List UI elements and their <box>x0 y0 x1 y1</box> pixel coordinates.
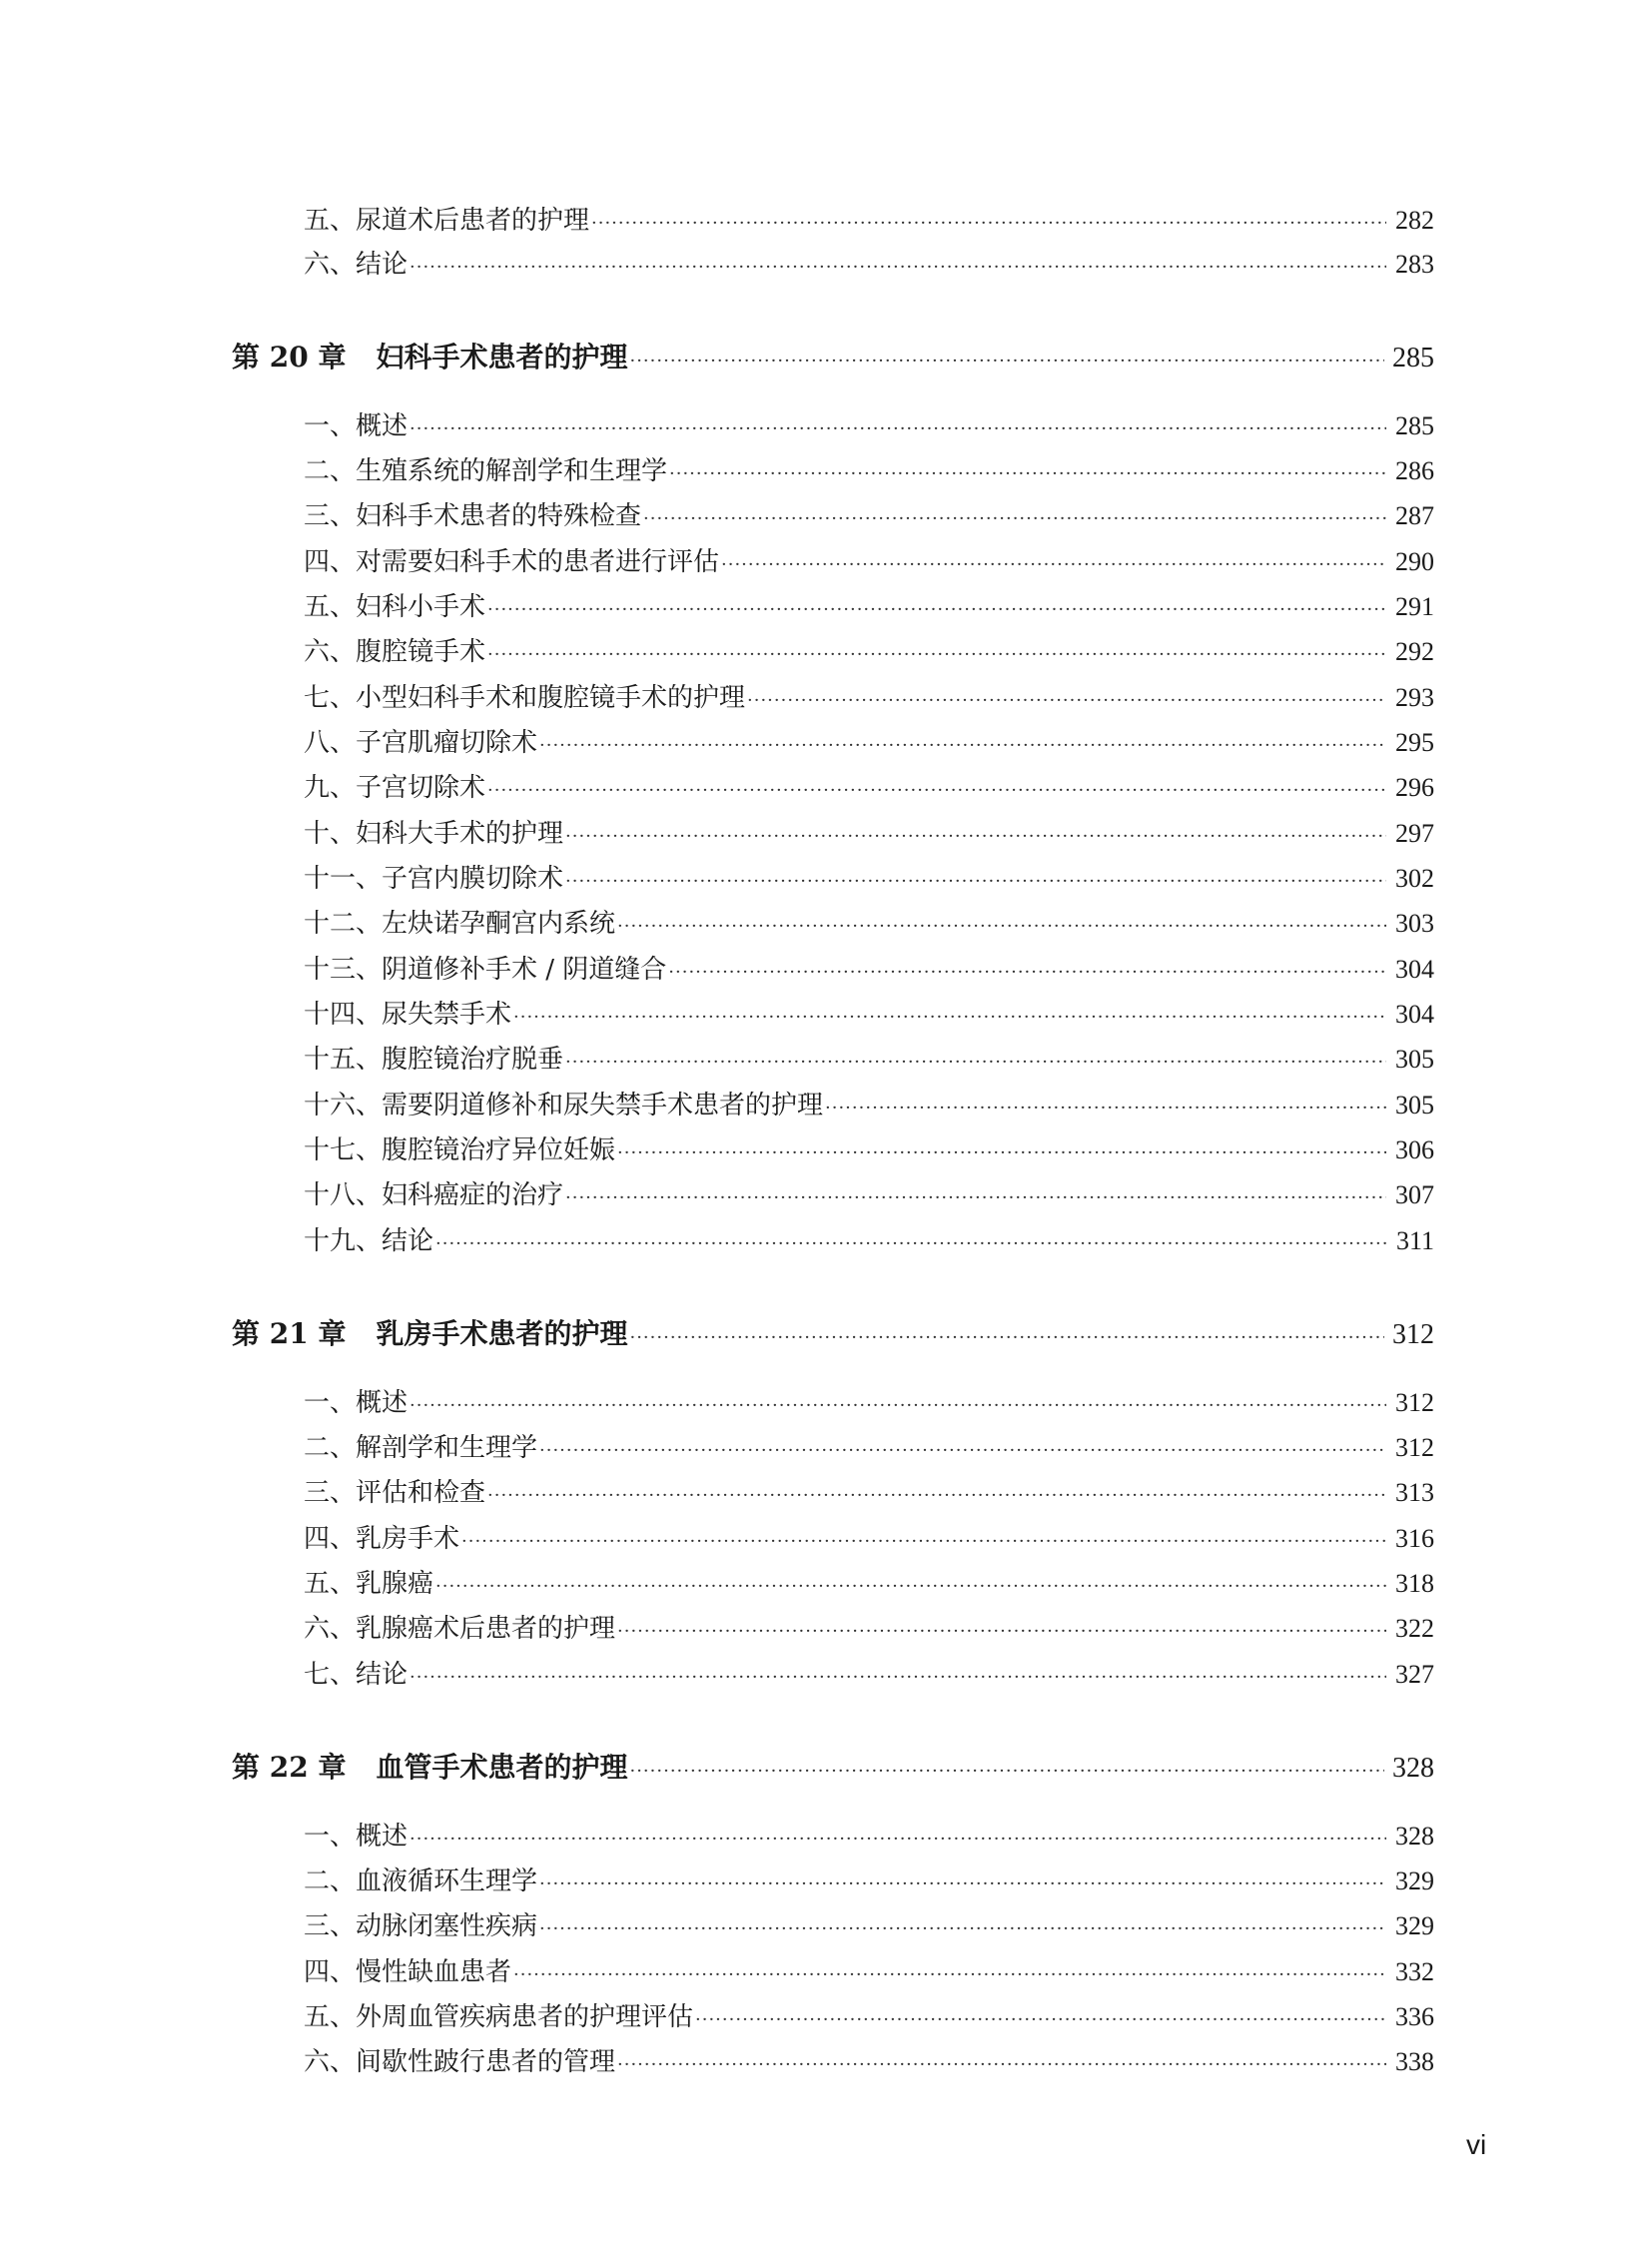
dot-leader <box>513 998 1386 1035</box>
page-number: 322 <box>1395 1614 1434 1643</box>
dot-leader <box>461 1522 1386 1559</box>
toc-entry <box>304 499 1434 536</box>
page-number: 290 <box>1395 547 1434 576</box>
toc-entry <box>304 817 1434 854</box>
toc-entry <box>304 1522 1434 1559</box>
entry-title: 五、妇科小手术 <box>304 592 486 622</box>
entry-title: 七、小型妇科手术和腹腔镜手术的护理 <box>304 683 746 713</box>
page-number: 312 <box>1395 1433 1434 1462</box>
toc-entry <box>304 1612 1434 1649</box>
toc-entry <box>304 1133 1434 1170</box>
page-number: 295 <box>1395 728 1434 757</box>
toc-entry <box>304 1658 1434 1695</box>
dot-leader <box>668 953 1386 990</box>
toc-entry <box>304 1955 1434 1992</box>
entry-title: 四、慢性缺血患者 <box>304 1957 512 1987</box>
chapter-title: 乳房手术患者的护理 <box>376 1317 628 1350</box>
entry-title: 十六、需要阴道修补和尿失禁手术患者的护理 <box>304 1091 824 1120</box>
dot-leader <box>721 545 1386 582</box>
page-number: 332 <box>1395 1957 1434 1986</box>
toc-entry <box>304 1431 1434 1468</box>
toc-entry <box>304 1476 1434 1513</box>
entry-title: 二、生殖系统的解剖学和生理学 <box>304 456 668 486</box>
entry-title: 九、子宫切除术 <box>304 773 486 803</box>
page-number: 285 <box>1392 343 1434 374</box>
entry-title: 十一、子宫内膜切除术 <box>304 864 564 894</box>
dot-leader <box>539 1909 1386 1946</box>
dot-leader <box>747 681 1386 718</box>
page-number: 304 <box>1395 955 1434 984</box>
page-number: 327 <box>1395 1660 1434 1689</box>
page-number: 336 <box>1395 2002 1434 2031</box>
dot-leader <box>669 454 1386 491</box>
page-number: 329 <box>1395 1911 1434 1940</box>
page-number: 305 <box>1395 1045 1434 1074</box>
page-number: 318 <box>1395 1569 1434 1598</box>
entry-title: 四、对需要妇科手术的患者进行评估 <box>304 547 720 577</box>
page-number: 305 <box>1395 1091 1434 1120</box>
toc-entry <box>304 1178 1434 1215</box>
dot-leader <box>591 204 1386 241</box>
toc-entry <box>304 1865 1434 1901</box>
page-number: 287 <box>1395 501 1434 530</box>
dot-leader <box>410 1658 1386 1695</box>
dot-leader <box>565 1178 1386 1215</box>
page-number: 283 <box>1395 250 1434 279</box>
entry-title: 十七、腹腔镜治疗异位妊娠 <box>304 1135 616 1165</box>
entry-title: 十、妇科大手术的护理 <box>304 819 564 849</box>
toc-entry <box>304 1224 1434 1261</box>
dot-leader <box>629 1316 1384 1356</box>
entry-title: 三、妇科手术患者的特殊检查 <box>304 501 642 531</box>
dot-leader <box>513 1955 1386 1992</box>
dot-leader <box>565 862 1386 899</box>
toc-entry <box>304 681 1434 718</box>
page-number: 292 <box>1395 637 1434 666</box>
toc-entry <box>304 545 1434 582</box>
entry-title: 一、概述 <box>304 411 409 441</box>
page-number: 316 <box>1395 1524 1434 1553</box>
page-number: 286 <box>1395 456 1434 485</box>
page-number: 312 <box>1395 1388 1434 1417</box>
dot-leader <box>410 1820 1386 1857</box>
chapter-number: 第 21 章 <box>232 1317 347 1350</box>
page-number: 297 <box>1395 819 1434 848</box>
dot-leader <box>617 1133 1386 1170</box>
toc-entry <box>304 1386 1434 1423</box>
toc-entry <box>304 1567 1434 1604</box>
toc-entry <box>304 635 1434 672</box>
page-number: 307 <box>1395 1180 1434 1209</box>
chapter-heading <box>232 340 1434 379</box>
dot-leader <box>629 1750 1384 1790</box>
toc-entry <box>304 1089 1434 1125</box>
chapter-number: 第 20 章 <box>232 341 347 374</box>
entry-title: 二、血液循环生理学 <box>304 1867 538 1896</box>
toc-entry <box>304 862 1434 899</box>
dot-leader <box>435 1224 1386 1261</box>
dot-leader <box>410 248 1386 285</box>
entry-title: 一、概述 <box>304 1388 409 1418</box>
dot-leader <box>487 771 1386 808</box>
chapter-heading <box>232 1750 1434 1790</box>
dot-leader <box>643 499 1386 536</box>
dot-leader <box>539 1865 1386 1901</box>
toc-entry <box>304 454 1434 491</box>
page-number: 304 <box>1395 1000 1434 1029</box>
chapter-heading <box>232 1316 1434 1356</box>
entry-title: 六、乳腺癌术后患者的护理 <box>304 1614 616 1644</box>
dot-leader <box>410 409 1386 446</box>
entry-title: 十九、结论 <box>304 1226 434 1256</box>
page-number: 338 <box>1395 2047 1434 2076</box>
page-number: 293 <box>1395 683 1434 712</box>
page-folio: vi <box>1466 2129 1487 2160</box>
dot-leader <box>617 2045 1386 2082</box>
entry-title: 七、结论 <box>304 1660 409 1690</box>
entry-title: 五、外周血管疾病患者的护理评估 <box>304 2002 694 2032</box>
dot-leader <box>565 1043 1386 1080</box>
dot-leader <box>617 907 1386 944</box>
chapter-title: 血管手术患者的护理 <box>376 1751 628 1784</box>
entry-title: 十三、阴道修补手术 / 阴道缝合 <box>304 955 667 985</box>
dot-leader <box>617 1612 1386 1649</box>
dot-leader <box>825 1089 1386 1125</box>
entry-title: 三、动脉闭塞性疾病 <box>304 1911 538 1941</box>
dot-leader <box>539 1431 1386 1468</box>
entry-title: 二、解剖学和生理学 <box>304 1433 538 1463</box>
page-number: 313 <box>1395 1478 1434 1507</box>
toc-entry <box>304 771 1434 808</box>
page-number: 306 <box>1395 1135 1434 1164</box>
dot-leader <box>565 817 1386 854</box>
page-number: 311 <box>1395 1226 1434 1255</box>
entry-title: 六、腹腔镜手术 <box>304 637 486 667</box>
page-number: 329 <box>1395 1867 1434 1895</box>
page-number: 312 <box>1392 1319 1434 1350</box>
toc-entry <box>304 1820 1434 1857</box>
toc-entry <box>304 1043 1434 1080</box>
dot-leader <box>410 1386 1386 1423</box>
entry-title: 十八、妇科癌症的治疗 <box>304 1180 564 1210</box>
toc-entry <box>304 204 1434 241</box>
toc-entry <box>304 1909 1434 1946</box>
dot-leader <box>695 2000 1386 2037</box>
toc-entry <box>304 2000 1434 2037</box>
page-number: 296 <box>1395 773 1434 802</box>
entry-title: 八、子宫肌瘤切除术 <box>304 728 538 758</box>
page-number: 302 <box>1395 864 1434 893</box>
page-number: 328 <box>1395 1822 1434 1851</box>
toc-entry <box>304 953 1434 990</box>
page-number: 328 <box>1392 1753 1434 1784</box>
entry-title: 六、间歇性跛行患者的管理 <box>304 2047 616 2077</box>
dot-leader <box>435 1567 1386 1604</box>
dot-leader <box>487 590 1386 627</box>
page-number: 291 <box>1395 592 1434 621</box>
entry-title: 一、概述 <box>304 1822 409 1852</box>
page-number: 285 <box>1395 411 1434 440</box>
dot-leader <box>629 340 1384 379</box>
entry-title: 十四、尿失禁手术 <box>304 1000 512 1030</box>
toc-entry <box>304 409 1434 446</box>
toc-entry <box>304 2045 1434 2082</box>
entry-title: 五、乳腺癌 <box>304 1569 434 1599</box>
toc-entry <box>304 590 1434 627</box>
dot-leader <box>539 726 1386 763</box>
toc-entry <box>304 248 1434 285</box>
entry-title: 十二、左炔诺孕酮宫内系统 <box>304 909 616 939</box>
entry-title: 十五、腹腔镜治疗脱垂 <box>304 1045 564 1075</box>
page-number: 303 <box>1395 909 1434 938</box>
entry-title: 五、尿道术后患者的护理 <box>304 206 590 236</box>
toc-entry <box>304 907 1434 944</box>
entry-title: 三、评估和检查 <box>304 1478 486 1508</box>
dot-leader <box>487 1476 1386 1513</box>
page-number: 282 <box>1395 206 1434 235</box>
chapter-title: 妇科手术患者的护理 <box>376 341 628 374</box>
dot-leader <box>487 635 1386 672</box>
entry-title: 四、乳房手术 <box>304 1524 460 1554</box>
entry-title: 六、结论 <box>304 250 409 280</box>
chapter-number: 第 22 章 <box>232 1751 347 1784</box>
toc-entry <box>304 998 1434 1035</box>
toc-entry <box>304 726 1434 763</box>
